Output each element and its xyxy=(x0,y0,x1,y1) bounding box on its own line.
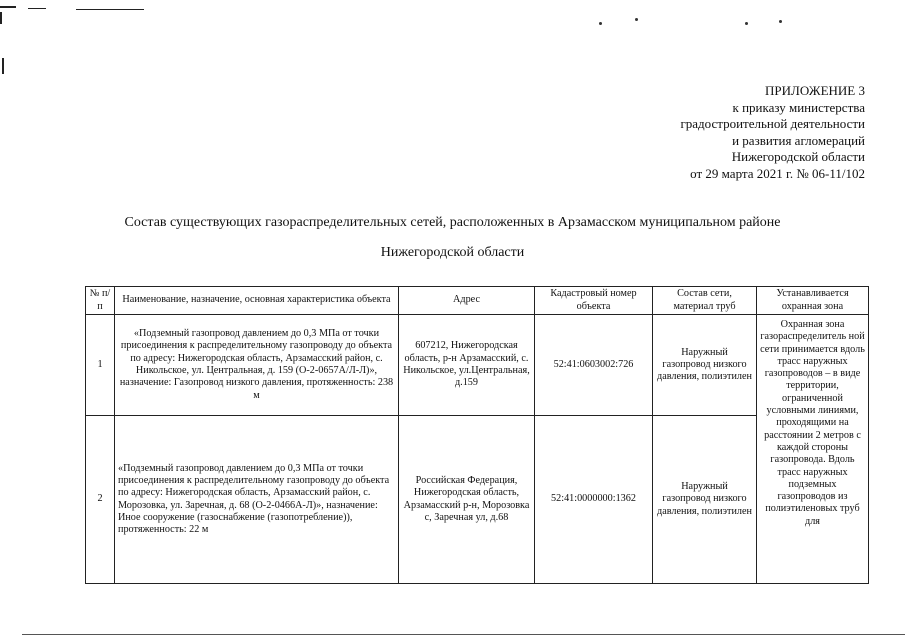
header-address: Адрес xyxy=(399,287,535,315)
table-header-row xyxy=(86,287,869,315)
scan-dot xyxy=(635,18,638,21)
document-title xyxy=(0,212,905,264)
title-line-2: Нижегородской области xyxy=(380,245,525,260)
scan-dot xyxy=(745,22,748,25)
appendix-line: Нижегородской области xyxy=(731,149,865,165)
row-number: 2 xyxy=(86,416,115,584)
row-cadastral: 52:41:0000000:1362 xyxy=(535,416,653,584)
header-zone: Устанавливается охранная зона xyxy=(757,287,869,315)
scan-edge-mark-left-2 xyxy=(2,58,4,74)
scan-edge-mark-top xyxy=(0,6,16,8)
table-row xyxy=(86,315,869,416)
appendix-line: от 29 марта 2021 г. № 06-11/102 xyxy=(690,165,865,181)
scan-edge-mark-left xyxy=(0,12,2,24)
row-name: «Подземный газопровод давлением до 0,3 МПа от точки присоединения к распределительному газопроводу до объекта по адресу: Нижегородская область, Арзамасский район, с. Морозовка, ул. Заречная, д. 68 (О-2-0466А-Л)», назначение: Иное сооружение (газоснабжение (газопотребление)), протяженность: 22 м xyxy=(115,416,399,584)
scan-edge-mark-bottom xyxy=(22,634,905,635)
scan-dot xyxy=(779,20,782,23)
header-number: № п/п xyxy=(86,287,115,315)
row-zone: Охранная зона газораспределитель ной сети принимается вдоль трасс наружных газопроводов – в виде территории, ограниченной условными линиями, проходящими на расстоянии 2 метров с каждой стороны газопровода. Вдоль трасс наружных подземных газопроводов из полиэтиленовых труб для xyxy=(757,315,869,584)
row-network: Наружный газопровод низкого давления, полиэтилен xyxy=(653,416,757,584)
appendix-line: градостроительной деятельности xyxy=(680,116,865,132)
row-network: Наружный газопровод низкого давления, полиэтилен xyxy=(653,315,757,416)
row-cadastral: 52:41:0603002:726 xyxy=(535,315,653,416)
scan-edge-mark-top-2 xyxy=(28,8,46,9)
row-number: 1 xyxy=(86,315,115,416)
row-address: Российская Федерация, Нижегородская область, Арзамасский р-н, Морозовка с, Заречная ул, д.68 xyxy=(399,416,535,584)
appendix-line: ПРИЛОЖЕНИЕ 3 xyxy=(765,83,865,98)
title-line-1: Состав существующих газораспределительных сетей, расположенных в Арзамасском муниципальном районе xyxy=(124,215,781,230)
header-name: Наименование, назначение, основная характеристика объекта xyxy=(115,287,399,315)
appendix-line: и развития агломераций xyxy=(732,132,865,148)
table-row xyxy=(86,416,869,584)
appendix-block xyxy=(565,83,865,183)
scan-edge-mark-top-3 xyxy=(76,9,144,10)
row-address: 607212, Нижегородская область, р-н Арзамасский, с. Никольское, ул.Центральная, д.159 xyxy=(399,315,535,416)
scan-dot xyxy=(599,22,602,25)
gas-network-table xyxy=(85,286,869,584)
row-name: «Подземный газопровод давлением до 0,3 МПа от точки присоединения к распределительному газопроводу до объекта по адресу: Нижегородская область, Арзамасский район, с. Никольское, ул. Центральная, д. 159 (О-2-0657А/Л-Л)», назначение: Газопровод низкого давления, протяженность: 238 м xyxy=(115,315,399,416)
header-network: Состав сети, материал труб xyxy=(653,287,757,315)
header-cadastral: Кадастровый номер объекта xyxy=(535,287,653,315)
appendix-line: к приказу министерства xyxy=(732,99,865,115)
